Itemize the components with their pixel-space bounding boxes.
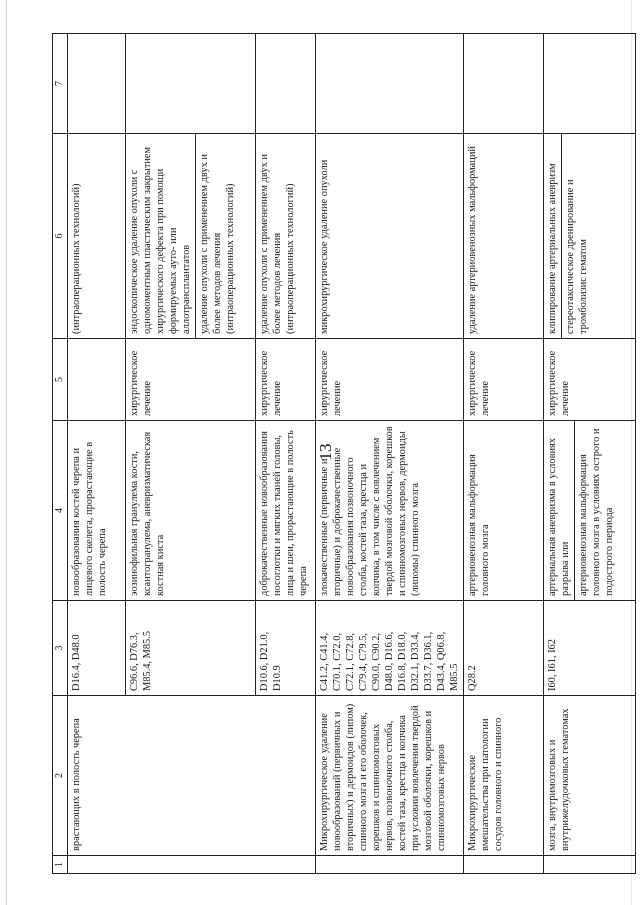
procedure-group-cell: врастающих в полость черепа bbox=[68, 696, 316, 856]
diagnosis-subtext: артериовенозная мальформация головного мозга в условиях острого и подострого периода bbox=[574, 421, 616, 600]
treatment-type-cell bbox=[68, 339, 126, 421]
method-cell: удаление опухоли с применением двух и более методов лечения (интраоперационных технологий) bbox=[256, 134, 316, 339]
header-row bbox=[53, 34, 68, 874]
notes-cell bbox=[544, 34, 636, 134]
icd-codes-cell: D16.4, D48.0 bbox=[68, 601, 126, 696]
rotated-table-container bbox=[52, 34, 636, 874]
method-cell bbox=[126, 134, 256, 339]
method-cell bbox=[544, 134, 636, 339]
diagnosis-cell bbox=[544, 421, 636, 601]
method-cell: (интраоперационных технологий) bbox=[68, 134, 126, 339]
notes-cell bbox=[464, 34, 544, 134]
table-row bbox=[68, 34, 126, 874]
icd-codes-cell: Q28.2 bbox=[464, 601, 544, 696]
procedure-group-cell: мозга, внутримозговых и внутрижелудочковых гематомах bbox=[544, 696, 636, 856]
treatment-type-cell: хирургическое лечение bbox=[464, 339, 544, 421]
notes-cell bbox=[68, 34, 126, 134]
procedure-group-cell: Микрохирургические вмешательства при патологии сосудов головного и спинного bbox=[464, 696, 544, 856]
diagnosis-cell: новообразования костей черепа и лицевого скелета, прорастающие в полость черепа bbox=[68, 421, 126, 601]
page-number: 13 bbox=[316, 443, 335, 461]
diagnosis-cell: эозинофильная гранулема кости, ксантогранулема, аневризматическая костная киста bbox=[126, 421, 256, 601]
icd-codes-cell: C96.6, D76.3, M85.4, M85.5 bbox=[126, 601, 256, 696]
diagnosis-text: артериальная аневризма в условиях разрыва или bbox=[547, 437, 571, 596]
treatment-table bbox=[52, 33, 636, 874]
table-row bbox=[464, 34, 544, 874]
header-cell-3: 3 bbox=[53, 601, 68, 696]
icd-codes-cell: C41.2, C41.4, C70.1, C72.0, C72.1, C72.8, C79.4, C79.5, C90.0, C90.2, D48.0, D16.6, D16.8, D18.0, D32.1, D33.4, D33.7, D36.1, D43.4, Q06.8, M85.5 bbox=[316, 601, 464, 696]
header-cell-7: 7 bbox=[53, 34, 68, 134]
method-text: эндоскопическое удаление опухоли с одномоментным пластическим закрытием хирургического дефекта при помощи формируемых ауто- или аллотрансплантатов bbox=[129, 146, 192, 334]
procedure-group-cell: Микрохирургическое удаление новообразований (первичных и вторичных) и дермоидов (липом) спинного мозга и его оболочек, корешков и спинномозговых нервов, позвоночного столба, костей таза, крестца и копчика при условии вовлечения твердой мозговой оболочки, корешков и спинномозговых нервов bbox=[316, 696, 464, 856]
header-cell-1: 1 bbox=[53, 856, 68, 874]
scan-edge bbox=[6, 0, 7, 905]
treatment-type-cell: хирургическое лечение bbox=[256, 339, 316, 421]
method-text: клипирование артериальных аневризм bbox=[547, 163, 558, 334]
diagnosis-cell: артериовенозная мальформация головного мозга bbox=[464, 421, 544, 601]
treatment-type-cell: хирургическое лечение bbox=[316, 339, 464, 421]
notes-cell bbox=[316, 34, 464, 134]
header-cell-4: 4 bbox=[53, 421, 68, 601]
diagnosis-cell: злокачественные (первичные и вторичные) и доброкачественные новообразования позвоночного столба, костей таза, крестца и копчика, в том числе с вовлечением твердой мозговой оболочки, корешков и спинномозговых нервов, дермоиды (липомы) спинного мозга bbox=[316, 421, 464, 601]
row-number-cell bbox=[544, 856, 636, 874]
row-number-cell bbox=[68, 856, 316, 874]
treatment-type-cell: хирургическое лечение bbox=[544, 339, 636, 421]
method-cell: удаление артериовенозных мальформаций bbox=[464, 134, 544, 339]
diagnosis-cell: доброкачественные новообразования носоглотки и мягких тканей головы, лица и шеи, прорастающие в полость черепа bbox=[256, 421, 316, 601]
method-cell: микрохирургическое удаление опухоли bbox=[316, 134, 464, 339]
header-cell-2: 2 bbox=[53, 696, 68, 856]
icd-codes-cell: I60, I61, I62 bbox=[544, 601, 636, 696]
icd-codes-cell: D10.6, D21.0, D10.9 bbox=[256, 601, 316, 696]
notes-cell bbox=[126, 34, 256, 134]
treatment-type-cell: хирургическое лечение bbox=[126, 339, 256, 421]
header-cell-5: 5 bbox=[53, 339, 68, 421]
method-subtext: удаление опухоли с применением двух и более методов лечения (интраоперационных технологий) bbox=[195, 134, 237, 338]
table-row bbox=[316, 34, 464, 874]
table-row bbox=[544, 34, 636, 874]
notes-cell bbox=[256, 34, 316, 134]
row-number-cell bbox=[464, 856, 544, 874]
row-number-cell bbox=[316, 856, 464, 874]
header-cell-6: 6 bbox=[53, 134, 68, 339]
method-subtext: стереотаксическое дренирование и тромболизис гематом bbox=[561, 134, 590, 338]
